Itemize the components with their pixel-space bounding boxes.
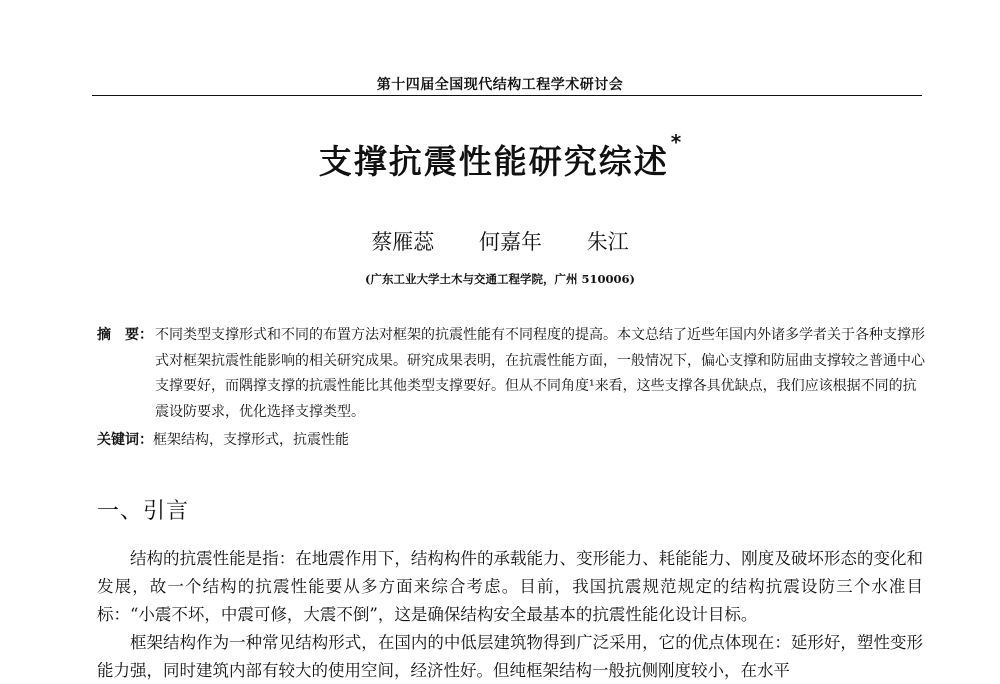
paper-title xyxy=(0,130,1000,183)
abstract xyxy=(97,323,927,425)
keywords xyxy=(97,429,927,449)
header-rule xyxy=(92,95,922,96)
running-header: 第十四届全国现代结构工程学术研讨会 xyxy=(376,77,624,93)
author-list xyxy=(0,226,1000,256)
keywords-label: 关键词： xyxy=(97,432,153,448)
body-paragraph: 框架结构作为一种常见结构形式，在国内的中低层建筑物得到广泛采用，它的优点体现在：延形好，塑性变形能力强，同时建筑内部有较大的使用空间，经济性好。但纯框架结构一般抗侧刚度较小，在水平 xyxy=(97,633,923,680)
affiliation: (广东工业大学土木与交通工程学院，广州 510006) xyxy=(365,272,635,286)
paper-title-text: 支撑抗震性能研究综述 xyxy=(318,142,669,181)
author-name: 何嘉年 xyxy=(479,230,542,254)
author-name: 朱江 xyxy=(586,230,629,254)
section-heading: 一、引言 xyxy=(97,499,190,524)
section-body xyxy=(97,545,923,684)
abstract-label: 摘 要： xyxy=(97,327,153,343)
keywords-text: 框架结构，支撑形式，抗震性能 xyxy=(153,432,349,448)
body-paragraph: 结构的抗震性能是指：在地震作用下，结构构件的承载能力、变形能力、耗能能力、刚度及破坏形态的变化和发展，故一个结构的抗震性能要从多方面来综合考虑。目前，我国抗震规范规定的结构抗震设防三个水准目标：“小震不坏，中震可修，大震不倒”，这是确保结构安全最基本的抗震性能化设计目标。 xyxy=(97,549,923,624)
title-footnote-mark: * xyxy=(670,130,684,154)
author-name: 蔡雁蕊 xyxy=(371,230,435,254)
abstract-text: 不同类型支撑形式和不同的布置方法对框架的抗震性能有不同程度的提高。本文总结了近些年国内外诸多学者关于各种支撑形式对框架抗震性能影响的相关研究成果。研究成果表明，在抗震性能方面，一般情况下，偏心支撑和防屈曲支撑较之普通中心支撑要好，而隅撑支撑的抗震性能比其他类型支撑要好。但从不同角度¹来看，这些支撑各具优缺点，我们应该根据不同的抗震设防要求，优化选择支撑类型。 xyxy=(155,327,925,420)
